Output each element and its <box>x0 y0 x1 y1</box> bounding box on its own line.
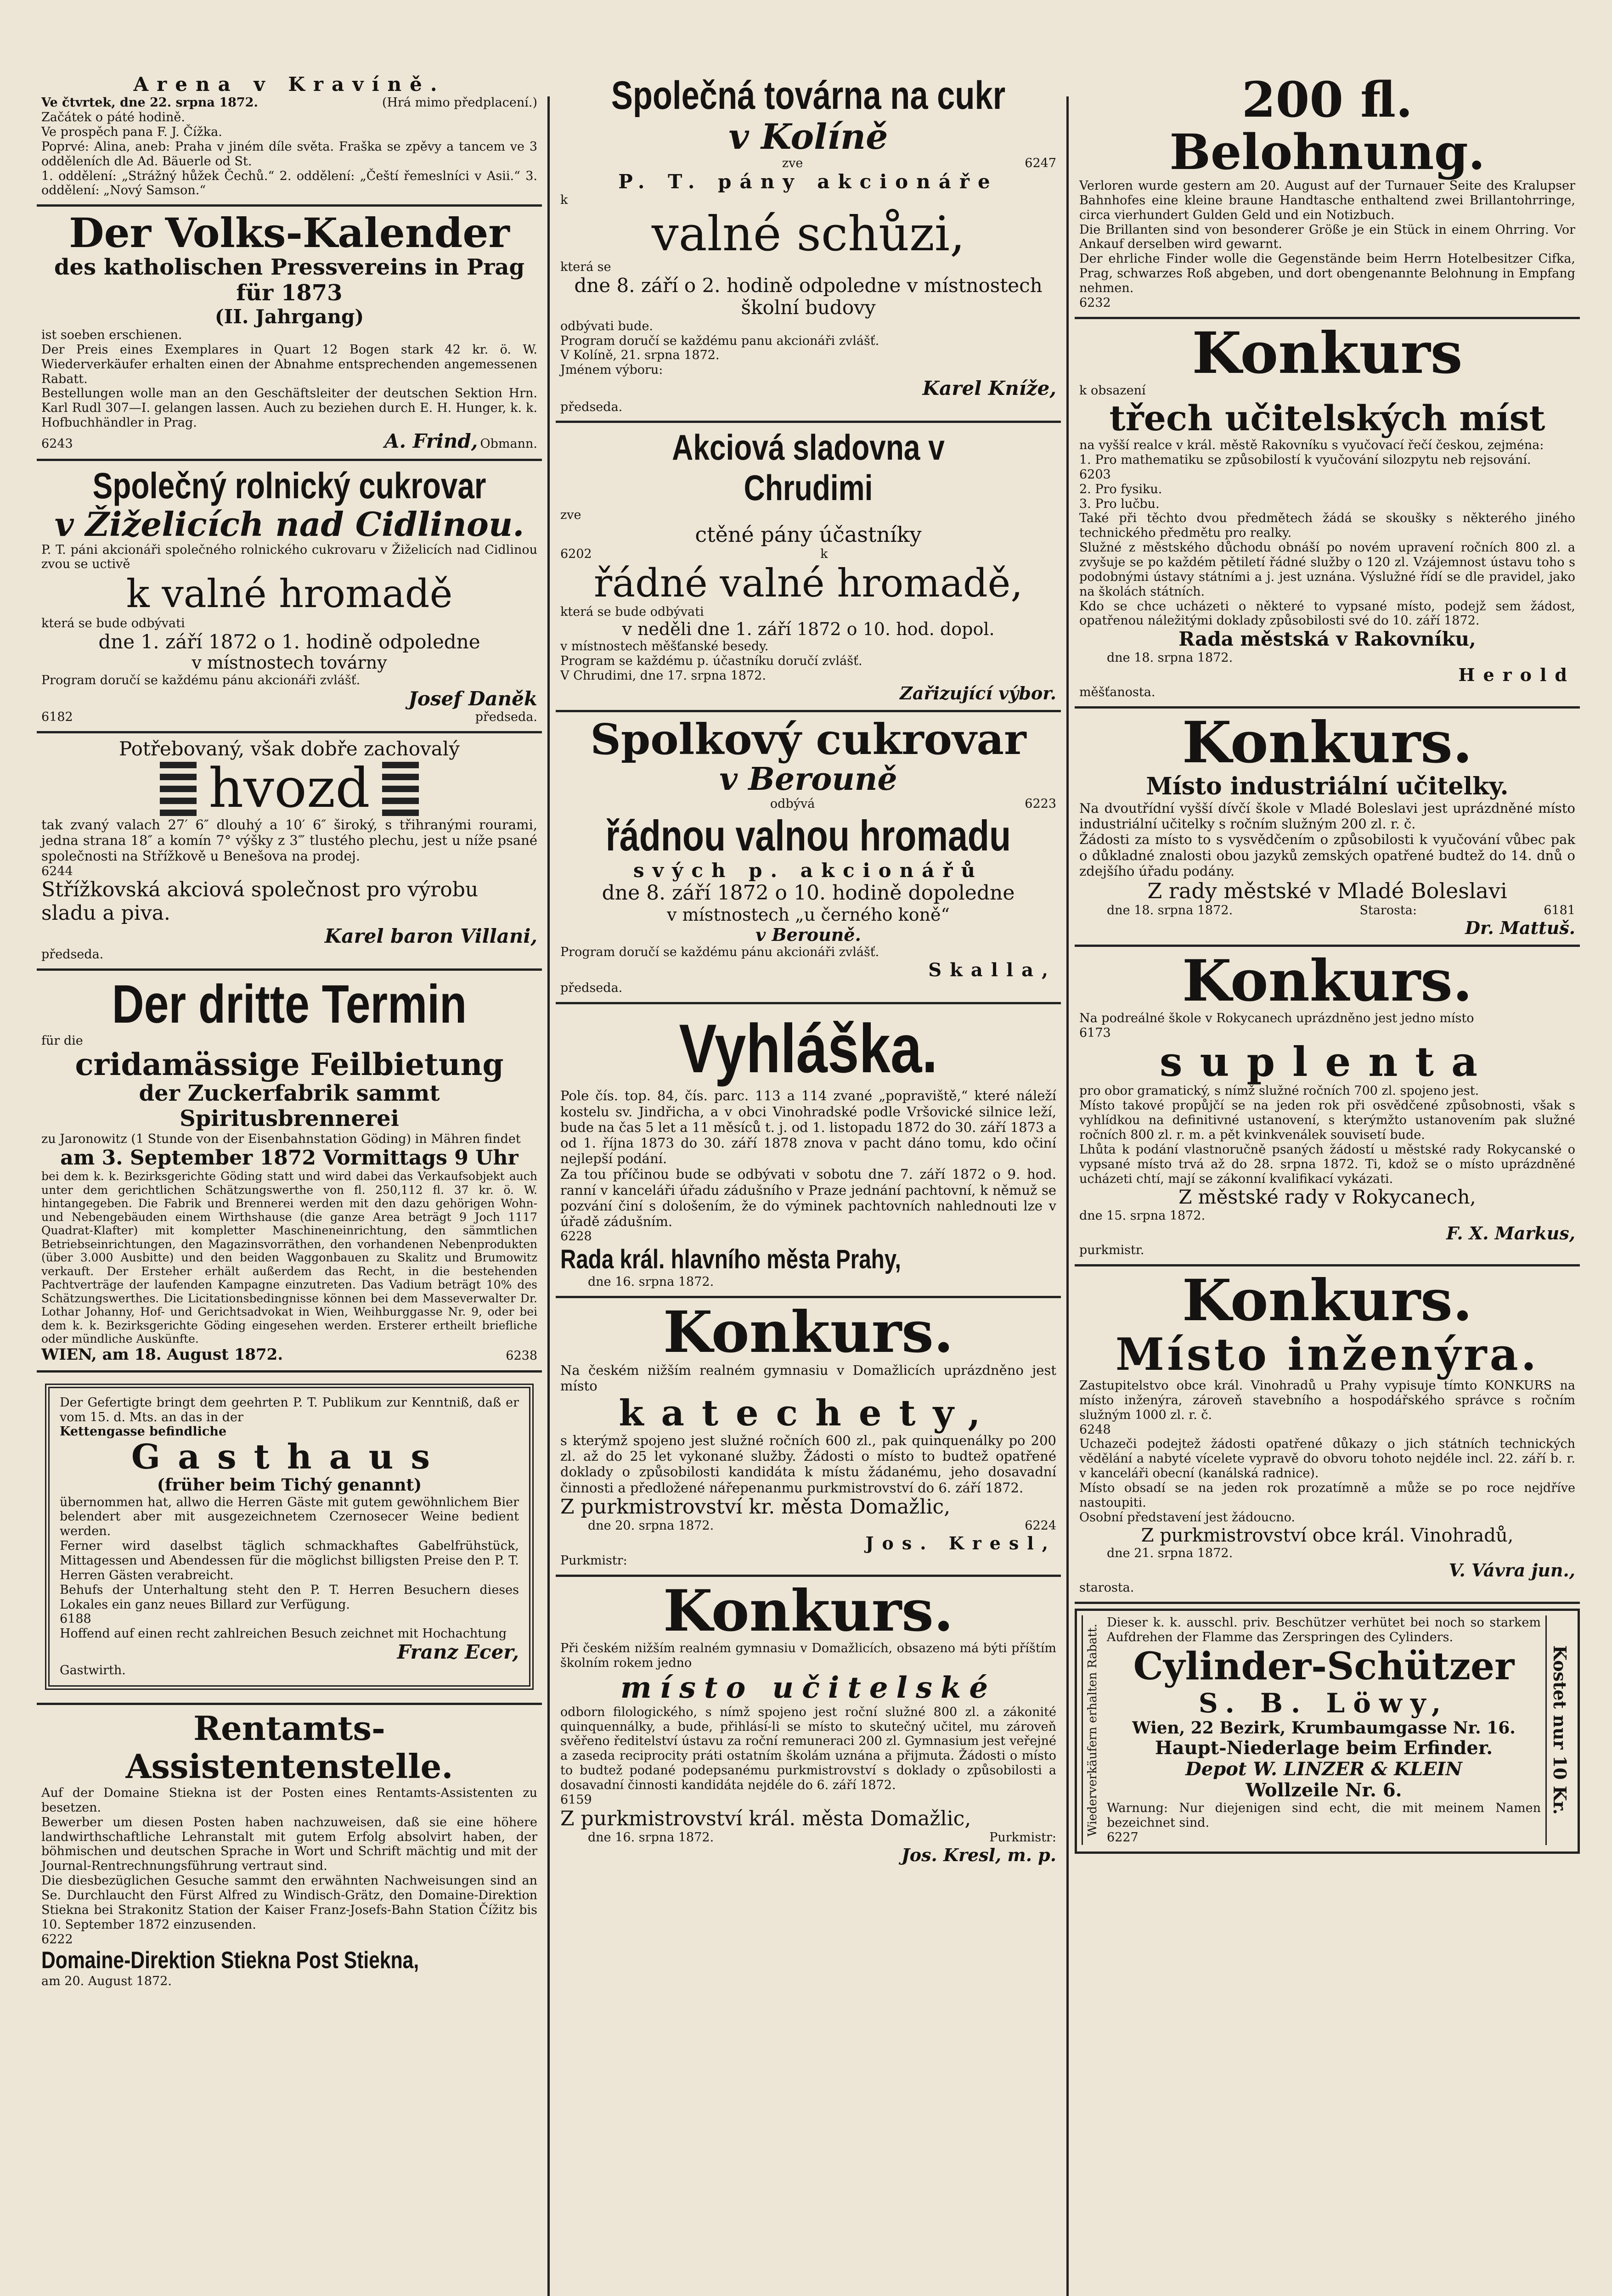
termin-line: zu Jaronowitz (1 Stunde von der Eisenbahnstation Göding) in Mähren findet <box>41 1131 521 1146</box>
chrudim-k: k <box>820 546 828 561</box>
kolin-date: dne 8. září o 2. hodině odpoledne v místnostech školní budovy <box>574 274 1043 319</box>
konkurs-position: suplenta <box>1159 1038 1495 1086</box>
kolin-place: v Kolíně <box>728 116 888 158</box>
arena-date: Ve čtvrtek, dne 22. srpna 1872. <box>41 96 258 110</box>
termin-body: bei dem k. k. Bezirksgerichte Göding statt und wird dabei das Verkaufsobjekt auch unter dem gerichtlichen Schätzungswerthe von fl. 250,112 fl. 37 kr. ö. W. hintangegeben. Die Fabrik und Brennerei werden mit den dazu gehörigen Wohn- und Nebengebäuden einem Wirthshause (die ganze Area beträgt 9 Joch 1117 Quadrat-Klafter) mit kompletter Maschineneinrichtung, den sämmtlichen Betriebseinrichtungen, den Magazinsvorräthen, den vorhandenen Nebenprodukten (über 3.000 Ausbitte) und den beiden Waggonbauen zu Skalitz und Brumowitz verkauft. Der Ersteher erhält außerdem das Recht, in die bestehenden Pachtverträge der laufenden Kampagne einzutreten. Das Vadium beträgt 10% des Schätzungswerthes. Die Licitationsbedingnisse können bei dem Masseverwalter Dr. Lothar Johanny, Hof- und Gerichtsadvokat in Wien, Weihburggasse Nr. 9, oder bei dem k. k. Bezirksgerichte Göding eingesehen werden. Ersterer ertheilt briefliche oder mündliche Auskünfte. <box>41 1170 537 1346</box>
ad-konkurs-rakovnik <box>1075 319 1580 709</box>
konkurs-line: Zastupitelstvo obce král. Vinohradů u Prahy vypisuje tímto KONKURS na místo inženýra, zároveň stavebního a hospodářského správce s ročním služným 1000 zl. r. č. <box>1079 1379 1575 1422</box>
ad-number: 6159 <box>560 1792 592 1807</box>
gasthaus-line: Behufs der Unterhaltung steht den P. T. Herren Besuchern dieses Lokales ein ganz neues Billard zur Verfügung. <box>60 1582 519 1612</box>
cylinder-side-right: Kostet nur 10 Kr. <box>1545 1615 1573 1845</box>
ad-number: 6203 <box>1079 467 1111 482</box>
ad-number: 6181 <box>1544 903 1575 917</box>
vyhlaska-title: Vyhláška. <box>679 1009 938 1087</box>
konkurs-line: Také při těchto dvou předmětech žádá se skoušky s některého jiného technického předmětu pro realky. <box>1079 511 1575 540</box>
signature: Skalla, <box>928 959 1056 981</box>
column-rule <box>1066 96 1069 2296</box>
beroun-heading: řádnou valnou hromadu <box>605 811 1011 860</box>
cylinder-address: Wien, 22 Bezirk, Krumbaumgasse Nr. 16. <box>1132 1718 1516 1738</box>
konkurs-line: Na českém nižším realném gymnasiu v Domažlicích uprázdněno jest místo <box>560 1362 1056 1394</box>
chrudim-line: v místnostech měšťanské besedy. <box>560 639 769 654</box>
konkurs-line: s kterýmž spojeno jest služné ročních 600 zl., pak quinquenálky po 200 zl. až do 25 let vykonané služby. Žádosti o místo to budtež opatřené doklady o způsobilosti kandidáta k místu žádanému, jeho dosavadní činnosti a předložené nářepenanmu purkmistrovství do 6. září 1872. <box>560 1432 1056 1496</box>
chrudim-title: Akciová sladovna v Chrudimi <box>672 427 945 508</box>
konkurs-office: Z purkmistrovství obce král. Vinohradů, <box>1141 1525 1514 1546</box>
beroun-line: odbývá <box>770 796 815 811</box>
konkurs-line: Uchazeči podejtež žádosti opatřené důkazy o jich státních technických vědělání a nabyté vícelete vypravě do obvoru tohoto nejdéle incl. 22. září b. r. v kanceláři obecní (kanálská radnice). <box>1079 1437 1575 1481</box>
ad-hvozd <box>37 733 542 971</box>
konkurs-date: dne 21. srpna 1872. <box>1107 1546 1233 1560</box>
ad-number: 6248 <box>1079 1422 1111 1437</box>
konkurs-office: Z městské rady v Rokycanech, <box>1178 1186 1476 1209</box>
signature-role: předseda. <box>41 947 104 962</box>
kolin-line: která se <box>560 260 611 275</box>
konkurs-position: třech učitelských míst <box>1109 397 1545 439</box>
belohnung-line: Verloren wurde gestern am 20. August auf der Turnauer Seite des Kralupser Bahnhofes eine kleine braune Handtasche enthaltend zwei Brillantohrringe, circa vierhundert Gulden Geld und ein Notizbuch. <box>1079 178 1575 222</box>
chrudim-line: V Chrudimi, dne 17. srpna 1872. <box>560 669 766 683</box>
konkurs-office: Rada městská v Rakovníku, <box>1178 628 1476 651</box>
konkurs-position: Místo industriální učitelky. <box>1146 772 1509 801</box>
chrudim-date: v neděli dne 1. září 1872 o 10. hod. dopol. <box>622 619 995 639</box>
beroun-date: dne 8. září 1872 o 10. hodině dopoledne <box>602 881 1015 905</box>
ad-number: 6173 <box>1079 1025 1111 1040</box>
signature-role: Gastwirth. <box>60 1663 126 1678</box>
konkurs-line: na vyšší realce v král. městě Rakovníku s vyučovací řečí českou, zejména: <box>1079 438 1544 453</box>
cylinder-line: Dieser k. k. ausschl. priv. Beschützer verhütet bei noch so starkem Aufdrehen der Flamme das Zerspringen des Cylinders. <box>1107 1615 1541 1644</box>
arena-line: Ve prospěch pana F. J. Čížka. <box>41 125 222 140</box>
kolin-addressee: P. T. pány akcionáře <box>618 170 998 193</box>
column-2 <box>556 69 1061 2296</box>
cylinder-depot: Depot W. LINZER & KLEIN <box>1185 1758 1462 1780</box>
konkurs-date: dne 18. srpna 1872. <box>1107 650 1233 665</box>
ad-number: 6238 <box>506 1348 537 1363</box>
konkurs-line: Na dvoutřídní vyšší dívčí škole v Mladé Boleslavi jest uprázdněné místo industriální učitelky s ročním služným 200 zl. r. č. <box>1079 800 1575 832</box>
ad-number: 6223 <box>1025 796 1056 811</box>
cylinder-depot-address: Wollzeile Nr. 6. <box>1246 1779 1402 1801</box>
signature-role: předseda. <box>475 709 537 724</box>
chrudim-heading: řádné valné hromadě, <box>593 560 1023 606</box>
signature: Herold <box>1458 664 1575 686</box>
konkurs-title: Konkurs. <box>1182 947 1473 1014</box>
beroun-title: Spolkový cukrovar <box>590 714 1026 764</box>
cylinder-title: Cylinder-Schützer <box>1133 1644 1515 1688</box>
signature-role: purkmistr. <box>1079 1243 1144 1258</box>
arena-line: Poprvé: Alina, aneb: Praha v jiném díle světa. Fraška se zpěvy a tancem ve 3 odděleních dle Ad. Bäuerle od St. <box>41 139 537 169</box>
kalender-subtitle: des katholischen Pressvereins in Prag für 1873 <box>54 254 525 306</box>
gasthaus-subtitle: (früher beim Tichý genannt) <box>157 1475 422 1495</box>
chrudim-zve: zve <box>560 508 581 523</box>
ornament-icon <box>382 761 419 816</box>
ad-beroun <box>556 712 1061 1004</box>
signature-role: starosta. <box>1079 1581 1134 1595</box>
ad-number: 6227 <box>1107 1830 1139 1845</box>
konkurs-line: Kdo se chce ucházeti o některé to vypsané místo, podejž sem žádost, opatřenou náležitými doklady způsobilosti své do 10. září 1872. <box>1079 599 1575 628</box>
konkurs-position: katechety, <box>619 1392 998 1434</box>
konkurs-date: dne 15. srpna 1872. <box>1079 1208 1206 1223</box>
ad-number: 6228 <box>560 1229 592 1244</box>
beroun-place: v Berouně <box>719 760 897 798</box>
konkurs-line: 2. Pro fysiku. <box>1079 482 1162 496</box>
signature: V. Vávra jun., <box>1449 1560 1575 1581</box>
signature-role: Purkmistr: <box>989 1830 1056 1845</box>
konkurs-line: pro obor gramatický, s nímž služné ročních 700 zl. spojeno jest. <box>1079 1084 1479 1098</box>
signature: Jos. Kresl, <box>865 1533 1056 1554</box>
kalender-line: Der Preis eines Exemplares in Quart 12 Bogen stark 42 kr. ö. W. Wiederverkäufer erhalten einen der Abnahme entsprechenden angemessenen Rabatt. <box>41 342 537 386</box>
ad-konkurs-vinohrady <box>1075 1266 1580 1604</box>
kalender-line: Bestellungen wolle man an den Geschäftsleiter der deutschen Sektion Hrn. Karl Rudl 307—I. gelangen lassen. Auch zu beziehen durch E. H. Hunger, k. k. Hofbuchhändler in Prag. <box>41 386 537 430</box>
ad-chrudim <box>556 423 1061 712</box>
cylinder-maker: S. B. Löwy, <box>1198 1688 1449 1719</box>
kolin-zve: zve <box>782 156 803 170</box>
ad-volks-kalender <box>37 207 542 461</box>
rolnicky-line: P. T. páni akcionáři společného rolnického cukrovaru v Žiželicích nad Cidlinou zvou se uctivě <box>41 542 537 572</box>
ornament-icon <box>160 761 197 816</box>
konkurs-line: k obsazení <box>1079 383 1146 398</box>
gasthaus-line: Der Gefertigte bringt dem geehrten P. T. Publikum zur Kenntniß, daß er vom 15. d. Mts. an das in der <box>60 1395 519 1424</box>
rolnicky-place-line: v místnostech továrny <box>192 652 387 673</box>
konkurs-line: 3. Pro lučbu. <box>1079 496 1160 511</box>
ad-vyhlaska <box>556 1004 1061 1298</box>
konkurs-office: Z rady městské v Mladé Boleslavi <box>1147 878 1507 904</box>
hvozd-intro: Potřebovaný, však dobře zachovalý <box>119 737 460 760</box>
cylinder-line: Warnung: Nur diejenigen sind echt, die mit meinem Namen bezeichnet sind. <box>1107 1801 1541 1830</box>
vyhlaska-signature: Rada král. hlavního města Prahy, <box>560 1244 901 1275</box>
ad-konkurs-katecheta <box>556 1298 1061 1577</box>
signature: Karel baron Villani, <box>324 924 537 947</box>
rentamt-signature: Domaine-Direktion Stiekna Post Stiekna, <box>41 1947 419 1974</box>
ad-konkurs-rokycany <box>1075 947 1580 1267</box>
chrudim-addressee: ctěné pány účastníky <box>695 522 922 547</box>
konkurs-line: Lhůta k podání vlastnoručně psaných žádostí u městské rady Rokycanské o vypsané místo trvá až do 28. srpna 1872. Ti, kdož se o místo uprázdněné ucházeti chtí, mají se zákonní kvalifikací vykázati. <box>1079 1142 1575 1186</box>
beroun-place-line: v místnostech „u černého koně“ <box>667 904 950 925</box>
konkurs-title: Konkurs. <box>1182 1267 1473 1334</box>
rolnicky-heading: k valné hromadě <box>126 571 453 617</box>
signature: A. Frind, <box>384 430 478 453</box>
termin-title: Der dritte Termin <box>112 974 467 1035</box>
konkurs-line: 1. Pro mathematiku se způsobilostí k vyučování silozpytu neb rejsování. <box>1079 452 1531 467</box>
kolin-title: Společná továrna na cukr <box>611 73 1006 118</box>
ad-konkurs-boleslav <box>1075 709 1580 947</box>
rentamt-title: Rentamts-Assistentenstelle. <box>125 1709 453 1786</box>
ad-number: 6182 <box>41 709 73 724</box>
kalender-year: (II. Jahrgang) <box>214 305 364 328</box>
arena-note: (Hrá mimo předplacení.) <box>382 96 537 110</box>
kolin-heading: valné schůzi, <box>651 205 965 262</box>
gasthaus-line: übernommen hat, allwo die Herren Gäste mit gutem gewöhnlichem Bier belendert aber mit ausgezeichnetem Czernosecer Weine bedient werden. <box>60 1495 519 1539</box>
belohnung-line: Der ehrliche Finder wolle die Gegenstände beim Herrn Hotelbesitzer Cifka, Prag, schwarzes Roß abgeben, und dort obengenannte Belohnung in Empfang nehmen. <box>1079 252 1575 295</box>
arena-line: Začátek o páté hodině. <box>41 110 185 125</box>
termin-subheading: der Zuckerfabrik sammt Spiritusbrennerei <box>139 1080 440 1132</box>
signature: Karel Kníže, <box>922 377 1056 400</box>
konkurs-office: Z purkmistrovství kr. města Domažlic, <box>560 1495 951 1519</box>
ad-number: 6247 <box>1025 156 1056 170</box>
konkurs-title: Konkurs. <box>1182 709 1473 776</box>
rentamt-line: Bewerber um diesen Posten haben nachzuweisen, daß sie eine höhere landwirthschaftliche Lehranstalt mit gutem Erfolg absolvirt haben, der böhmischen und deutschen Sprache in Wort und Schrift mächtig und mit der Journal-Rentrechnungsführung vertraut sind. <box>41 1815 537 1874</box>
konkurs-position: místo učitelské <box>620 1670 997 1705</box>
rolnicky-date: dne 1. září 1872 o 1. hodině odpoledne <box>98 630 480 653</box>
konkurs-office: Z purkmistrovství král. města Domažlic, <box>560 1806 971 1830</box>
kolin-line: V Kolíně, 21. srpna 1872. <box>560 348 720 363</box>
signature-role: předseda. <box>560 400 623 414</box>
signature-role: měšťanosta. <box>1079 685 1155 700</box>
signature-role: předseda. <box>560 980 623 995</box>
hvozd-company: Střížkovská akciová společnost pro výrobu sladu a piva. <box>41 878 479 925</box>
ad-number: 6224 <box>1025 1519 1056 1533</box>
termin-line: für die <box>41 1034 83 1048</box>
konkurs-line: Na podreálné škole v Rokycanech uprázdněno jest jedno místo <box>1079 1011 1474 1025</box>
gasthaus-line: Hoffend auf einen recht zahlreichen Besuch zeichnet mit Hochachtung <box>60 1626 507 1641</box>
gasthaus-line: Ferner wird daselbst täglich schmackhaftes Gabelfrühstück, Mittagessen und Abendessen für die möglichst billigsten Preise den P. T. Herren Gästen verabreicht. <box>60 1539 519 1582</box>
konkurs-line: Služné z městského důchodu obnáší po novém upravení ročních 800 zl. a zvyšuje se po každém pětiletí řádné služby o 120 zl. Vzájemnost ústavu toho s podobnými ústavy státními a j. jest uznána. Výslužné řídí se dle pravidel, jako na školách státních. <box>1079 540 1575 599</box>
signature: Franz Ecer, <box>397 1641 519 1664</box>
column-rule <box>547 96 550 2296</box>
ad-arena <box>37 69 542 207</box>
ad-belohnung <box>1075 69 1580 319</box>
belohnung-line: Die Brillanten sind von besonderer Größe je ein Stück in einem Ohrring. Vor Ankauf derselben wird gewarnt. <box>1079 222 1575 252</box>
kolin-k: k <box>560 193 568 208</box>
rentamt-line: Die diesbezüglichen Gesuche sammt den erwähnten Nachweisungen sind an Se. Durchlaucht den Fürst Alfred zu Windisch-Grätz, den Domaine-Direktion Stiekna bei Strakonitz Station der Kaiser Franz-Josefs-Bahn Station Čížitz bis 10. September 1872 einzusenden. <box>41 1874 537 1932</box>
konkurs-line: Místo takové propůjčí se na jeden rok při osvědčené způsobnosti, však s vyhlídkou na definitivné ustanovení, s kterýmžto ustanovením pak služné ročních 800 zl. r. m. a pět kvinkvenálek souvisetí bude. <box>1079 1098 1575 1142</box>
konkurs-line: Místo obsadí se na jeden rok prozatímně a může se po roce nejdříve nastoupiti. <box>1079 1481 1575 1510</box>
hvozd-line: tak zvaný valach 27′ 6″ dlouhý a 10′ 6″ široký, s třihranými rourami, jedna strana 18″ a komín 7° výšky z 3‴ tlustého plechu, jest u níže psané společnosti na Střížkově u Benešova na prodej. <box>41 816 537 864</box>
konkurs-line: Při českém nižším realném gymnasiu v Domažlicích, obsazeno má býti příštím školním rokem jedno <box>560 1641 1056 1670</box>
ad-rolnicky-cukrovar <box>37 461 542 733</box>
signature-role: Purkmistr: <box>560 1553 627 1568</box>
beroun-city: v Berouně. <box>755 924 861 945</box>
ad-rentamt <box>37 1705 542 1995</box>
konkurs-title: Konkurs. <box>663 1299 954 1366</box>
vyhlaska-date: dne 16. srpna 1872. <box>588 1275 714 1289</box>
ad-cylinder-schuetzer <box>1075 1609 1580 1854</box>
ad-konkurs-ucitel <box>556 1577 1061 1872</box>
rentamt-line: Auf der Domaine Stiekna ist der Posten eines Rentamts-Assistenten zu besetzen. <box>41 1785 537 1815</box>
column-3 <box>1075 69 1580 2296</box>
konkurs-line: odborn filologického, s nímž spojeno jest roční služné 800 zl. a zákonité quinquennálky, a bude, přihlásí-li se místo to skutečný učitel, mu zároveň svěřeno ředitelství ústavu za roční remuneraci 200 zl. Gymnasium jest veřejné a zaseda reciprocity práti ostatním školám uznána a přijmuta. Žádosti o místo to budtež podané podepsanému purkmistrovství s doklady o způsobilosti a dosavadní činnosti kandidáta nejdéle do 6. září 1872. <box>560 1705 1056 1792</box>
rolnicky-title: Společný rolnický cukrovar <box>92 465 486 506</box>
signature: F. X. Markus, <box>1446 1222 1575 1244</box>
konkurs-date: dne 18. srpna 1872. <box>1107 903 1233 917</box>
termin-date: am 3. September 1872 Vormittags 9 Uhr <box>60 1146 519 1170</box>
ad-number: 6222 <box>41 1932 73 1947</box>
ad-number: 6244 <box>41 864 73 878</box>
cylinder-depot-main: Haupt-Niederlage beim Erfinder. <box>1155 1737 1493 1759</box>
ad-dritte-termin <box>37 971 542 1373</box>
ad-number: 6232 <box>1079 295 1111 310</box>
termin-heading: cridamässige Feilbietung <box>75 1047 504 1083</box>
ad-gasthaus <box>37 1373 542 1705</box>
signature: Jos. Kresl, m. p. <box>901 1845 1056 1866</box>
kolin-line: Program doručí se každému panu akcionáři zvlášť. <box>560 333 879 348</box>
chrudim-line: která se bude odbývati <box>560 604 704 619</box>
chrudim-line: Program se každému p. účastníku doručí zvlášť. <box>560 654 862 669</box>
arena-date-row <box>41 96 537 110</box>
termin-city: WIEN, am 18. August 1872. <box>41 1345 283 1364</box>
konkurs-position: Místo inženýra. <box>1115 1328 1539 1381</box>
signature: Josef Daněk <box>408 687 537 710</box>
konkurs-title: Konkurs. <box>663 1577 954 1644</box>
hvozd-title: hvozd <box>209 756 370 820</box>
rolnicky-line: Program doručí se každému pánu akcionáři zvlášť. <box>41 673 361 687</box>
newspaper-page <box>37 69 1580 2296</box>
signature-role: Obmann. <box>480 437 537 451</box>
rolnicky-line: která se bude odbývati <box>41 616 185 630</box>
kalender-title: Der Volks-Kalender <box>69 209 510 257</box>
signature-role: Starosta: <box>1359 903 1417 917</box>
ad-kolin <box>556 69 1061 423</box>
kolin-line: odbývati bude. <box>560 319 654 333</box>
konkurs-title: Konkurs <box>1192 320 1463 387</box>
vyhlaska-line: Za tou příčinou bude se odbývati v sobotu dne 7. září 1872 o 9. hod. ranní v kanceláři úřadu zádušního v Praze jednání pachtovní, k němuž se pozvání činí s dološením, že do výminek pachtovních nahlednouti lze v úřadě zádušním. <box>560 1166 1056 1230</box>
konkurs-line: Osobní představení jest žádoucno. <box>1079 1510 1295 1525</box>
belohnung-title: 200 fl. Belohnung. <box>1169 71 1485 181</box>
ad-number: 6243 <box>41 437 73 451</box>
gasthaus-line: Kettengasse befindliche <box>60 1424 227 1439</box>
beroun-line: Program doručí se každému pánu akcionáři zvlášť. <box>560 945 879 960</box>
arena-title: Arena v Kravíně. <box>133 73 445 96</box>
ad-number: 6202 <box>560 546 592 561</box>
arena-line: 1. oddělení: „Strážný hůžek Čechů.“ 2. oddělení: „Čeští řemeslníci v Asii.“ 3. oddělení: „Nový Samson.“ <box>41 169 537 198</box>
konkurs-line: Žádosti za místo to s vysvědčením o způsobilosti k vyučování vůbec pak o důkladné znalosti obou jazyků zemských opatřené budtež do 14. dnů o zdejšího úřadu podány. <box>1079 832 1575 879</box>
konkurs-date: dne 20. srpna 1872. <box>588 1519 714 1533</box>
konkurs-date: dne 16. srpna 1872. <box>588 1830 714 1845</box>
column-1 <box>37 69 542 2296</box>
rentamt-date: am 20. August 1872. <box>41 1974 172 1989</box>
vyhlaska-line: Pole čís. top. 84, čís. parc. 113 a 114 zvané „popraviště,“ které náleží kostelu sv. Jindřicha, a v obci Vinohradské podle Vršovické silnice leží, bude na čas 5 let a 11 měsíců t. j. od 1. listopadu 1872 do 30. září 1873 a od 1. října 1873 do 30. září 1878 znova v pacht dáno tomu, kdo očiní nejlepší podání. <box>560 1088 1056 1167</box>
beroun-subheading: svých p. akcionářů <box>633 859 984 882</box>
signature: Dr. Mattuš. <box>1465 917 1575 938</box>
ad-number: 6188 <box>60 1612 91 1626</box>
cylinder-side-left: Wiederverkäufern erhalten Rabatt. <box>1082 1615 1102 1845</box>
kalender-line: ist soeben erschienen. <box>41 328 182 343</box>
signature: Zařizující výbor. <box>900 682 1056 703</box>
gasthaus-title: Gasthaus <box>131 1437 448 1477</box>
kolin-line: Jménem výboru: <box>560 363 663 377</box>
rolnicky-place: v Žiželicích nad Cidlinou. <box>54 505 524 544</box>
